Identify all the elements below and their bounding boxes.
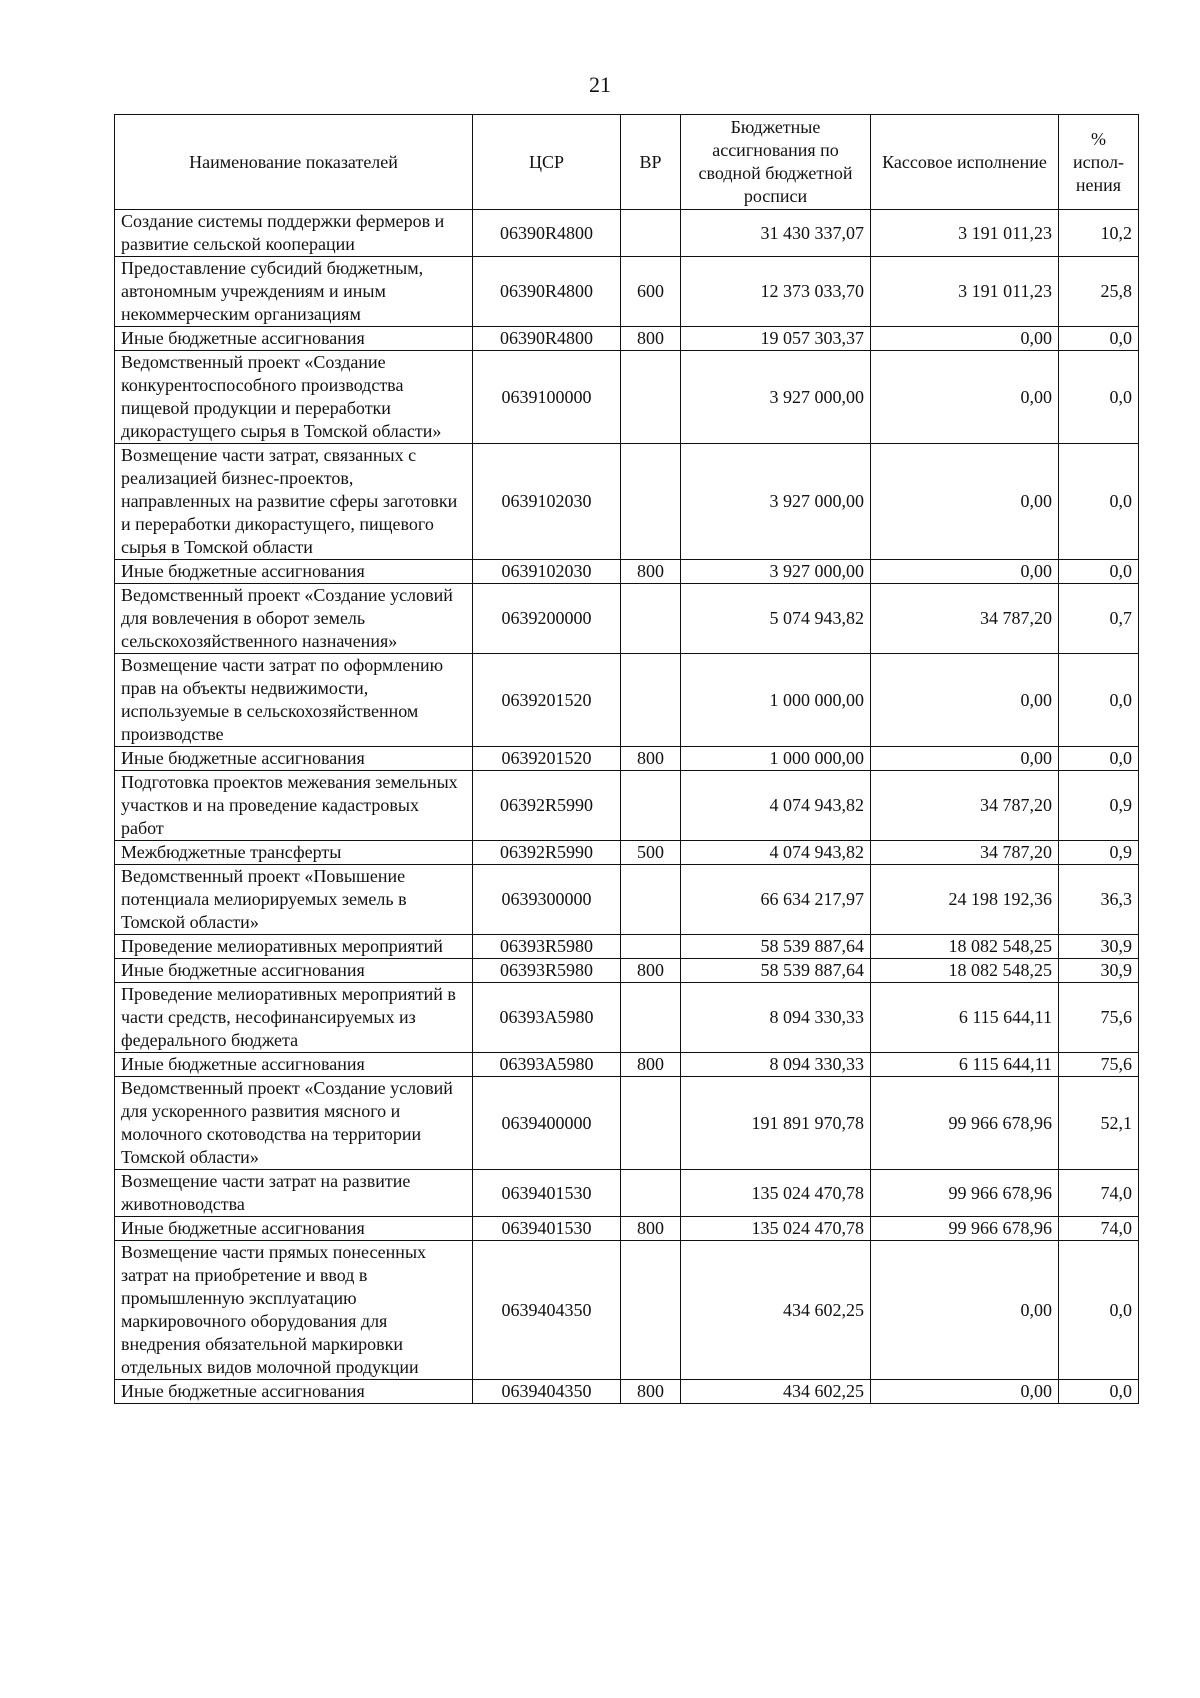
row-execution-cell: 0,00: [871, 1241, 1059, 1380]
row-csr-cell: 06393A5980: [473, 983, 621, 1053]
row-percent-cell: 0,7: [1059, 584, 1139, 654]
table-row: [115, 327, 1139, 351]
table-row: [115, 1380, 1139, 1404]
row-vr-cell: 800: [621, 1053, 681, 1077]
row-percent-cell: 10,2: [1059, 210, 1139, 257]
row-name-cell: Межбюджетные трансферты: [115, 841, 473, 865]
row-name-cell: Иные бюджетные ассигнования: [115, 959, 473, 983]
row-vr-cell: 600: [621, 257, 681, 327]
row-csr-cell: 06390R4800: [473, 327, 621, 351]
row-vr-cell: 800: [621, 959, 681, 983]
row-csr-cell: 06390R4800: [473, 210, 621, 257]
row-csr-cell: 0639401530: [473, 1170, 621, 1217]
row-execution-cell: 34 787,20: [871, 771, 1059, 841]
row-name-cell: Иные бюджетные ассигнования: [115, 1053, 473, 1077]
row-execution-cell: 99 966 678,96: [871, 1077, 1059, 1170]
row-execution-cell: 18 082 548,25: [871, 935, 1059, 959]
row-percent-cell: 0,0: [1059, 1380, 1139, 1404]
table-row: [115, 1170, 1139, 1217]
row-percent-cell: 36,3: [1059, 865, 1139, 935]
row-name-cell: Возмещение части затрат, связанных с реализацией бизнес-проектов, направленных на развитие сферы заготовки и переработки дикорастущего, пищевого сырья в Томской области: [115, 444, 473, 560]
row-execution-cell: 3 191 011,23: [871, 210, 1059, 257]
row-vr-cell: [621, 771, 681, 841]
table-row: [115, 257, 1139, 327]
row-vr-cell: 500: [621, 841, 681, 865]
row-name-cell: Проведение мелиоративных мероприятий в части средств, несофинансируемых из федерального бюджета: [115, 983, 473, 1053]
row-execution-cell: 0,00: [871, 1380, 1059, 1404]
row-assignment-cell: 4 074 943,82: [681, 841, 871, 865]
table-row: [115, 210, 1139, 257]
row-vr-cell: 800: [621, 327, 681, 351]
row-execution-cell: 18 082 548,25: [871, 959, 1059, 983]
row-execution-cell: 34 787,20: [871, 584, 1059, 654]
row-assignment-cell: 434 602,25: [681, 1241, 871, 1380]
row-percent-cell: 52,1: [1059, 1077, 1139, 1170]
row-execution-cell: 3 191 011,23: [871, 257, 1059, 327]
header-name: Наименование показателей: [115, 115, 473, 210]
row-csr-cell: 06393A5980: [473, 1053, 621, 1077]
table-row: [115, 1217, 1139, 1241]
row-vr-cell: [621, 654, 681, 747]
row-assignment-cell: 3 927 000,00: [681, 444, 871, 560]
row-percent-cell: 0,0: [1059, 654, 1139, 747]
row-name-cell: Иные бюджетные ассигнования: [115, 1380, 473, 1404]
row-percent-cell: 0,9: [1059, 771, 1139, 841]
header-vr: ВР: [621, 115, 681, 210]
row-assignment-cell: 1 000 000,00: [681, 654, 871, 747]
table-row: [115, 1241, 1139, 1380]
row-csr-cell: 0639102030: [473, 560, 621, 584]
row-name-cell: Проведение мелиоративных мероприятий: [115, 935, 473, 959]
table-row: [115, 935, 1139, 959]
row-percent-cell: 30,9: [1059, 959, 1139, 983]
row-csr-cell: 0639102030: [473, 444, 621, 560]
row-execution-cell: 0,00: [871, 327, 1059, 351]
row-percent-cell: 74,0: [1059, 1217, 1139, 1241]
table-row: [115, 654, 1139, 747]
row-assignment-cell: 5 074 943,82: [681, 584, 871, 654]
row-percent-cell: 0,0: [1059, 444, 1139, 560]
row-name-cell: Возмещение части прямых понесенных затрат на приобретение и ввод в промышленную эксплуатацию маркировочного оборудования для внедрения обязательной маркировки отдельных видов молочной продукции: [115, 1241, 473, 1380]
row-execution-cell: 6 115 644,11: [871, 983, 1059, 1053]
row-name-cell: Иные бюджетные ассигнования: [115, 327, 473, 351]
row-vr-cell: [621, 351, 681, 444]
row-vr-cell: 800: [621, 1217, 681, 1241]
row-name-cell: Возмещение части затрат на развитие животноводства: [115, 1170, 473, 1217]
table-row: [115, 584, 1139, 654]
row-execution-cell: 0,00: [871, 560, 1059, 584]
row-percent-cell: 0,0: [1059, 747, 1139, 771]
row-csr-cell: 0639401530: [473, 1217, 621, 1241]
row-name-cell: Создание системы поддержки фермеров и развитие сельской кооперации: [115, 210, 473, 257]
row-vr-cell: [621, 935, 681, 959]
row-execution-cell: 34 787,20: [871, 841, 1059, 865]
row-name-cell: Ведомственный проект «Создание условий для ускоренного развития мясного и молочного скотоводства на территории Томской области»: [115, 1077, 473, 1170]
row-csr-cell: 06393R5980: [473, 935, 621, 959]
table-row: [115, 771, 1139, 841]
row-csr-cell: 0639404350: [473, 1241, 621, 1380]
row-csr-cell: 0639100000: [473, 351, 621, 444]
row-assignment-cell: 4 074 943,82: [681, 771, 871, 841]
row-assignment-cell: 135 024 470,78: [681, 1217, 871, 1241]
row-csr-cell: 0639201520: [473, 654, 621, 747]
row-vr-cell: 800: [621, 560, 681, 584]
table-row: [115, 1053, 1139, 1077]
row-csr-cell: 0639300000: [473, 865, 621, 935]
row-execution-cell: 0,00: [871, 351, 1059, 444]
row-assignment-cell: 191 891 970,78: [681, 1077, 871, 1170]
row-vr-cell: [621, 1170, 681, 1217]
table-row: [115, 444, 1139, 560]
row-vr-cell: [621, 444, 681, 560]
budget-execution-table: [114, 114, 1139, 1404]
row-execution-cell: 99 966 678,96: [871, 1170, 1059, 1217]
row-assignment-cell: 12 373 033,70: [681, 257, 871, 327]
row-vr-cell: 800: [621, 747, 681, 771]
row-assignment-cell: 8 094 330,33: [681, 1053, 871, 1077]
row-percent-cell: 75,6: [1059, 983, 1139, 1053]
table-row: [115, 865, 1139, 935]
row-name-cell: Иные бюджетные ассигнования: [115, 1217, 473, 1241]
header-csr: ЦСР: [473, 115, 621, 210]
row-name-cell: Возмещение части затрат по оформлению прав на объекты недвижимости, используемые в сельскохозяйственном производстве: [115, 654, 473, 747]
row-assignment-cell: 31 430 337,07: [681, 210, 871, 257]
row-assignment-cell: 8 094 330,33: [681, 983, 871, 1053]
row-execution-cell: 0,00: [871, 747, 1059, 771]
table-row: [115, 560, 1139, 584]
table-header-row: [115, 115, 1139, 210]
row-assignment-cell: 19 057 303,37: [681, 327, 871, 351]
row-name-cell: Ведомственный проект «Создание конкурентоспособного производства пищевой продукции и переработки дикорастущего сырья в Томской области»: [115, 351, 473, 444]
row-name-cell: Предоставление субсидий бюджетным, автономным учреждениям и иным некоммерческим организациям: [115, 257, 473, 327]
row-csr-cell: 0639200000: [473, 584, 621, 654]
header-execution-percent: % испол-нения: [1059, 115, 1139, 210]
header-assignments: Бюджетные ассигнования по сводной бюджетной росписи: [681, 115, 871, 210]
row-csr-cell: 06393R5980: [473, 959, 621, 983]
row-assignment-cell: 58 539 887,64: [681, 935, 871, 959]
row-assignment-cell: 58 539 887,64: [681, 959, 871, 983]
row-vr-cell: [621, 865, 681, 935]
row-execution-cell: 24 198 192,36: [871, 865, 1059, 935]
row-csr-cell: 06392R5990: [473, 841, 621, 865]
table-row: [115, 351, 1139, 444]
row-percent-cell: 25,8: [1059, 257, 1139, 327]
row-csr-cell: 06392R5990: [473, 771, 621, 841]
row-csr-cell: 06390R4800: [473, 257, 621, 327]
row-percent-cell: 0,0: [1059, 351, 1139, 444]
row-vr-cell: 800: [621, 1380, 681, 1404]
page-number: 21: [589, 72, 611, 97]
row-name-cell: Ведомственный проект «Создание условий для вовлечения в оборот земель сельскохозяйственного назначения»: [115, 584, 473, 654]
row-csr-cell: 0639400000: [473, 1077, 621, 1170]
row-name-cell: Подготовка проектов межевания земельных участков и на проведение кадастровых работ: [115, 771, 473, 841]
row-vr-cell: [621, 1077, 681, 1170]
row-execution-cell: 0,00: [871, 444, 1059, 560]
header-cash-execution: Кассовое исполнение: [871, 115, 1059, 210]
row-percent-cell: 75,6: [1059, 1053, 1139, 1077]
row-name-cell: Ведомственный проект «Повышение потенциала мелиорируемых земель в Томской области»: [115, 865, 473, 935]
row-assignment-cell: 3 927 000,00: [681, 560, 871, 584]
row-percent-cell: 74,0: [1059, 1170, 1139, 1217]
row-percent-cell: 0,0: [1059, 560, 1139, 584]
row-execution-cell: 0,00: [871, 654, 1059, 747]
row-execution-cell: 6 115 644,11: [871, 1053, 1059, 1077]
row-assignment-cell: 3 927 000,00: [681, 351, 871, 444]
row-vr-cell: [621, 983, 681, 1053]
row-execution-cell: 99 966 678,96: [871, 1217, 1059, 1241]
table-row: [115, 1077, 1139, 1170]
row-assignment-cell: 1 000 000,00: [681, 747, 871, 771]
row-vr-cell: [621, 210, 681, 257]
table-row: [115, 841, 1139, 865]
row-csr-cell: 0639404350: [473, 1380, 621, 1404]
table-row: [115, 959, 1139, 983]
row-name-cell: Иные бюджетные ассигнования: [115, 560, 473, 584]
row-csr-cell: 0639201520: [473, 747, 621, 771]
row-percent-cell: 0,9: [1059, 841, 1139, 865]
table-row: [115, 983, 1139, 1053]
row-vr-cell: [621, 1241, 681, 1380]
row-assignment-cell: 135 024 470,78: [681, 1170, 871, 1217]
row-percent-cell: 30,9: [1059, 935, 1139, 959]
row-assignment-cell: 66 634 217,97: [681, 865, 871, 935]
table-row: [115, 747, 1139, 771]
row-name-cell: Иные бюджетные ассигнования: [115, 747, 473, 771]
row-percent-cell: 0,0: [1059, 1241, 1139, 1380]
row-assignment-cell: 434 602,25: [681, 1380, 871, 1404]
row-percent-cell: 0,0: [1059, 327, 1139, 351]
row-vr-cell: [621, 584, 681, 654]
